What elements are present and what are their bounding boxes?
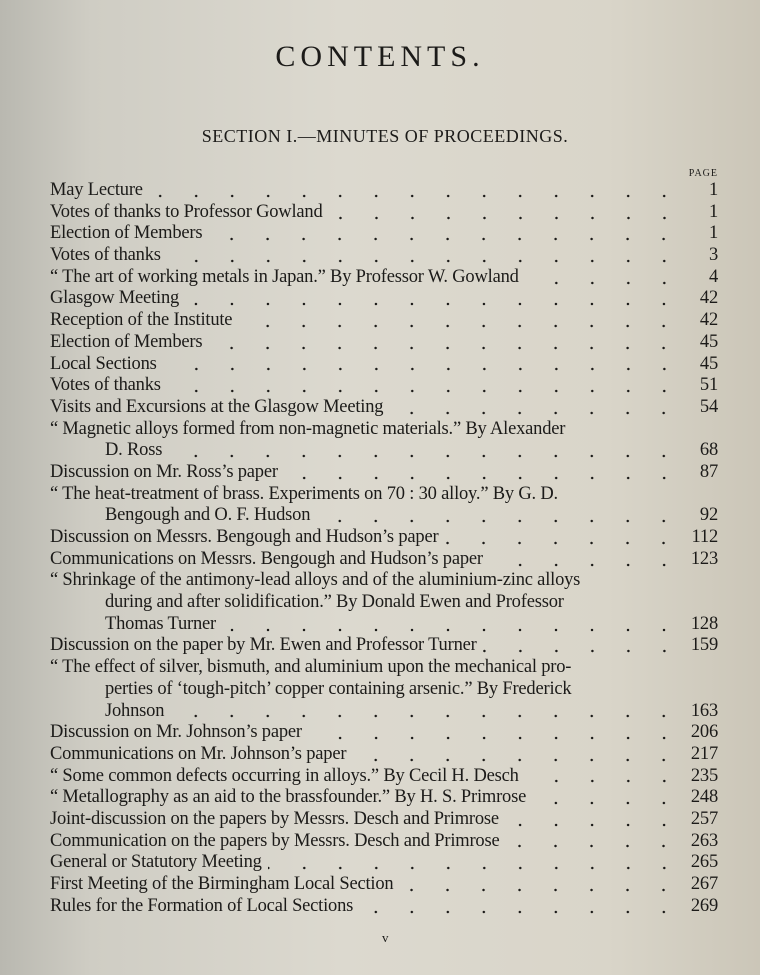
toc-entry-line [50, 288, 718, 310]
toc-entry-page: 265 [690, 852, 718, 873]
toc-entry-text: Election of Members [50, 331, 203, 352]
toc-entry-text: First Meeting of the Birmingham Local Section [50, 874, 394, 894]
toc-entry [50, 332, 718, 354]
toc-entry-line [50, 419, 718, 441]
toc-entry-page: 123 [690, 548, 718, 569]
toc-entry [50, 267, 718, 289]
toc-entry-line [50, 549, 718, 571]
toc-entry-page: 87 [699, 461, 718, 482]
toc-entry [50, 722, 718, 744]
toc-entry-page: 45 [699, 353, 718, 374]
toc-entry [50, 831, 718, 853]
toc-entry-line [50, 223, 718, 245]
toc-entry-line [50, 310, 718, 332]
toc-entry-line [50, 809, 718, 831]
toc-entry-line [50, 462, 718, 484]
toc-entry-line [50, 874, 718, 896]
dot-leader [208, 237, 682, 241]
dot-leader [483, 649, 682, 653]
dot-leader [316, 519, 682, 523]
dot-leader [359, 910, 682, 914]
toc-entry-text: Bengough and O. F. Hudson [105, 505, 311, 526]
toc-entry-line [50, 267, 718, 289]
toc-entry-text: Reception of the Institute [50, 310, 233, 331]
toc-entry-text: Votes of thanks [50, 375, 161, 396]
toc-entry-line [50, 635, 718, 657]
toc-entry-text: Discussion on Mr. Ross’s paper [50, 461, 278, 482]
toc-entry-page: 112 [691, 527, 718, 547]
dot-leader [399, 888, 682, 892]
toc-entry-text: Communications on Messrs. Bengough and Hudson’s paper [50, 548, 483, 569]
toc-entry-line [50, 354, 718, 376]
toc-entry-text: Visits and Excursions at the Glasgow Meeting [50, 396, 384, 417]
dot-leader [168, 454, 682, 458]
toc-entry-text: “ Shrinkage of the antimony-lead alloys and of the aluminium-zinc alloys [50, 570, 581, 591]
dot-leader [329, 216, 682, 220]
dot-leader [308, 736, 682, 740]
toc-entry-page: 269 [690, 895, 718, 916]
toc-entry [50, 657, 718, 722]
toc-entry-text: Joint-discussion on the papers by Messrs. Desch and Primrose [50, 808, 499, 829]
toc-entry [50, 375, 718, 397]
toc-entry [50, 180, 718, 202]
toc-entry-line [50, 722, 718, 744]
toc-entry-line [50, 505, 718, 527]
toc-entry-text: “ Some common defects occurring in alloys.” By Cecil H. Desch [50, 765, 519, 786]
toc-entry [50, 787, 718, 809]
toc-entry-line [50, 766, 718, 788]
dot-leader [444, 541, 682, 545]
toc-entry-line [50, 896, 718, 918]
toc-entry-text: Discussion on Mr. Johnson’s paper [50, 722, 302, 743]
toc-entry-page: 54 [699, 396, 718, 417]
toc-entry-line [50, 614, 718, 636]
toc-entry-page: 206 [690, 722, 718, 743]
toc-entry [50, 397, 718, 419]
toc-entry-line [50, 440, 718, 462]
toc-entry-text: Communication on the papers by Messrs. Desch and Primrose [50, 830, 500, 851]
toc-entry-page: 1 [708, 223, 718, 244]
toc-entry-page: 217 [690, 743, 718, 764]
toc-entry [50, 896, 718, 918]
page-column-label: PAGE [688, 168, 718, 179]
toc-entry [50, 202, 718, 224]
toc-entry-page: 235 [690, 765, 718, 786]
toc-entry-line [50, 397, 718, 419]
toc-entry-text: General or Statutory Meeting [50, 852, 262, 873]
dot-leader [222, 628, 682, 632]
toc-entry-text: “ Magnetic alloys formed from non-magnetic materials.” By Alexander [50, 418, 566, 439]
toc-entry-page: 68 [699, 440, 718, 461]
dot-leader [238, 324, 682, 328]
toc-entry-page: 92 [699, 505, 718, 526]
dot-leader [532, 801, 682, 805]
toc-entry-text: D. Ross [105, 440, 163, 461]
toc-entry-line [50, 852, 718, 874]
toc-entry-page: 51 [699, 375, 718, 396]
toc-entry [50, 570, 718, 635]
dot-leader [170, 714, 682, 718]
toc-entry-page: 257 [690, 808, 718, 829]
dot-leader [525, 779, 682, 783]
dot-leader [352, 758, 682, 762]
toc-entry-text: Votes of thanks to Professor Gowland [50, 201, 323, 222]
toc-entry-page: 3 [708, 245, 718, 266]
toc-entry-text: Thomas Turner [105, 613, 216, 634]
toc-entry-text: perties of ‘tough-pitch’ copper containing arsenic.” By Frederick [105, 678, 572, 699]
toc-entry-text: Discussion on Messrs. Bengough and Hudson’s paper [50, 527, 439, 547]
toc-entry [50, 310, 718, 332]
toc-entry-text: Rules for the Formation of Local Sections [50, 895, 354, 916]
dot-leader [149, 194, 682, 198]
toc-entry [50, 852, 718, 874]
toc-entry-page: 1 [708, 201, 718, 222]
toc-entry [50, 245, 718, 267]
toc-entry-page: 4 [708, 266, 718, 287]
toc-entry-page: 1 [708, 180, 718, 200]
dot-leader [284, 476, 682, 480]
toc-entry-line [50, 202, 718, 224]
toc-entry-page: 248 [690, 787, 718, 808]
dot-leader [167, 389, 682, 393]
toc-entry-text: during and after solidification.” By Donald Ewen and Professor [105, 592, 564, 613]
toc-entry-page: 263 [690, 830, 718, 851]
toc-entry-text: May Lecture [50, 180, 143, 200]
toc-entry-text: “ The effect of silver, bismuth, and aluminium upon the mechanical pro- [50, 657, 572, 678]
toc-entry [50, 354, 718, 376]
toc-entry-text: Votes of thanks [50, 245, 161, 266]
toc-entry [50, 744, 718, 766]
dot-leader [268, 866, 682, 870]
dot-leader [505, 823, 682, 827]
toc-entry [50, 462, 718, 484]
toc-entry-text: Local Sections [50, 353, 157, 374]
dot-leader [185, 302, 682, 306]
toc-entry [50, 484, 718, 527]
toc-entry [50, 549, 718, 571]
toc-entry [50, 809, 718, 831]
dot-leader [525, 281, 682, 285]
toc-entry-line [50, 787, 718, 809]
toc-entry [50, 527, 718, 549]
dot-leader [208, 346, 682, 350]
toc-entry-line [50, 657, 718, 679]
dot-leader [167, 259, 682, 263]
toc-entry-line [50, 484, 718, 506]
toc-entry [50, 874, 718, 896]
toc-entry-line [50, 332, 718, 354]
toc-entry-line [50, 180, 718, 202]
toc-entry-line [50, 744, 718, 766]
toc-entry-page: 163 [690, 700, 718, 721]
toc-entry-line [50, 245, 718, 267]
toc-entry [50, 766, 718, 788]
toc-entry [50, 635, 718, 657]
dot-leader [389, 411, 682, 415]
toc-list [50, 180, 718, 917]
toc-entry-text: “ The art of working metals in Japan.” By Professor W. Gowland [50, 266, 519, 287]
contents-title: CONTENTS. [275, 40, 485, 73]
toc-entry-text: “ The heat-treatment of brass. Experiments on 70 : 30 alloy.” By G. D. [50, 483, 558, 504]
toc-entry-text: Communications on Mr. Johnson’s paper [50, 743, 347, 764]
toc-entry-page: 42 [699, 310, 718, 331]
toc-entry-line [50, 701, 718, 723]
toc-entry-text: Discussion on the paper by Mr. Ewen and Professor Turner [50, 635, 477, 656]
toc-entry-line [50, 375, 718, 397]
toc-entry-text: Johnson [105, 700, 165, 721]
toc-entry [50, 223, 718, 245]
toc-entry-text: “ Metallography as an aid to the brassfounder.” By H. S. Primrose [50, 787, 527, 808]
toc-entry-line [50, 831, 718, 853]
toc-entry-line [50, 570, 718, 592]
toc-entry-page: 159 [690, 635, 718, 656]
toc-entry-line [50, 592, 718, 614]
section-heading: SECTION I.—MINUTES OF PROCEEDINGS. [201, 126, 569, 146]
toc-entry-page: 42 [699, 288, 718, 309]
toc-entry-line [50, 527, 718, 549]
toc-entry [50, 288, 718, 310]
toc-entry-line [50, 679, 718, 701]
toc-entry-page: 45 [699, 331, 718, 352]
dot-leader [163, 367, 682, 371]
toc-entry-page: 128 [690, 613, 718, 634]
page-folio: v [382, 930, 389, 945]
toc-entry-page: 267 [690, 874, 718, 894]
dot-leader [505, 844, 682, 848]
dot-leader [489, 563, 682, 567]
toc-entry [50, 419, 718, 462]
toc-entry-text: Glasgow Meeting [50, 288, 180, 309]
toc-entry-text: Election of Members [50, 223, 203, 244]
